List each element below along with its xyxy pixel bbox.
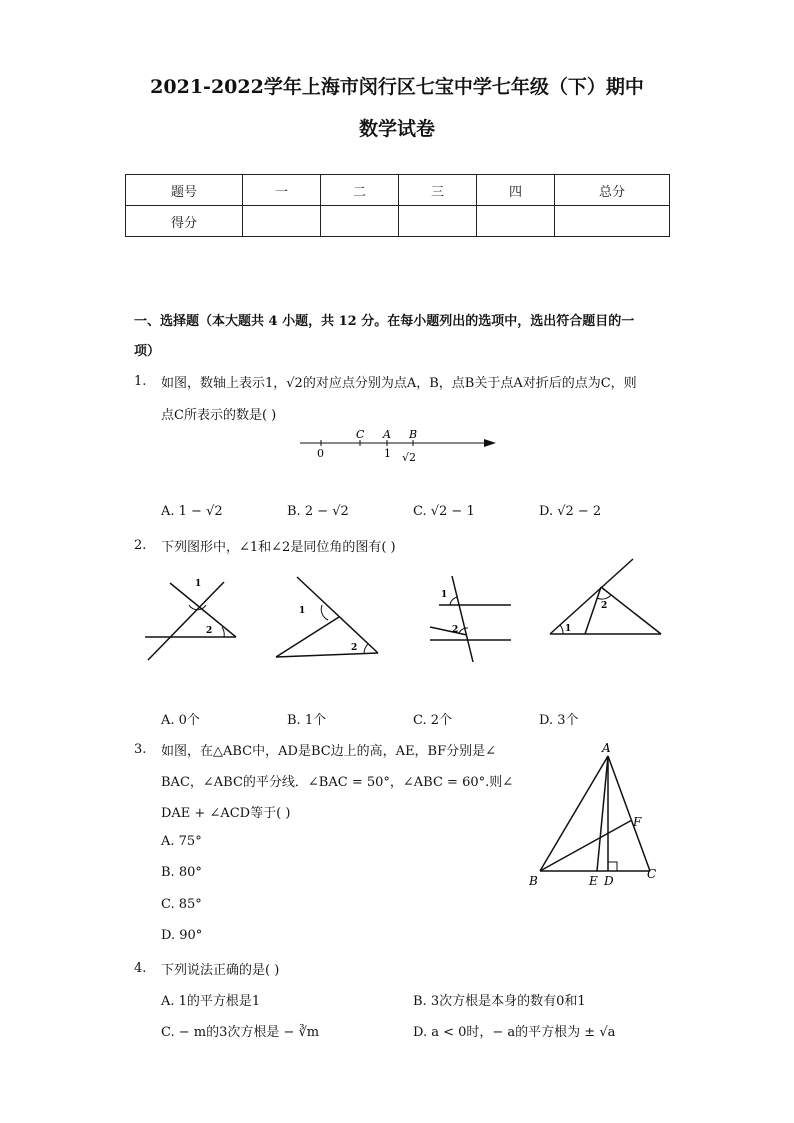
number-line-figure [290, 424, 505, 468]
score-row-label: 得分 [126, 206, 243, 237]
point-label-a: A [383, 428, 391, 441]
score-cell [555, 206, 670, 237]
figure-line [452, 576, 473, 662]
score-cell [321, 206, 399, 237]
option-d[interactable]: D. 90° [161, 928, 203, 943]
triangle-figure [522, 738, 670, 890]
side-ab [540, 756, 608, 871]
vertex-label-b: B [529, 874, 538, 888]
question-text-cont: 点C所表示的数是( ) [161, 408, 277, 423]
option-b[interactable]: B. 3次方根是本身的数有0和1 [413, 994, 586, 1009]
score-table [125, 174, 670, 237]
question-number: 4. [134, 961, 147, 976]
question-number: 2. [134, 538, 147, 553]
score-header-cell: 一 [243, 175, 321, 206]
angle-label-2: 2 [452, 625, 459, 635]
number-line-arrow [484, 439, 496, 447]
point-label-b: B [409, 428, 418, 441]
vertex-label-c: C [647, 867, 657, 881]
figure-line [430, 627, 467, 635]
angle-label-1: 1 [565, 624, 572, 634]
option-a[interactable]: A. 75° [161, 834, 202, 849]
figure-line [170, 583, 236, 637]
page-subtitle: 数学试卷 [358, 118, 435, 140]
question-number: 1. [134, 374, 147, 389]
page-title: 2021-2022学年上海市闵行区七宝中学七年级（下）期中 [150, 76, 644, 98]
score-cell [243, 206, 321, 237]
angle-arc [364, 644, 368, 654]
figure-line [297, 577, 378, 653]
question-text-cont: DAE + ∠ACD等于( ) [161, 806, 291, 821]
figure-line [276, 617, 339, 657]
figure-line [585, 587, 601, 634]
question-text: 下列图形中，∠1和∠2是同位角的图有( ) [161, 540, 396, 555]
score-cell [399, 206, 477, 237]
tick-label-sqrt2: √2 [402, 451, 417, 464]
question-number: 3. [134, 742, 147, 757]
tick-label-1: 1 [384, 447, 391, 460]
question-text: 如图，在△ABC中，AD是BC边上的高，AE，BF分别是∠ [161, 744, 497, 759]
figure-line [550, 559, 633, 634]
angle-arc [597, 595, 611, 599]
angle-arc [560, 625, 563, 634]
section-heading-cont: 项） [134, 344, 161, 359]
tick-label-0: 0 [317, 447, 324, 460]
score-header-cell: 三 [399, 175, 477, 206]
option-c[interactable]: C. 85° [161, 897, 202, 912]
angle-label-1: 1 [441, 590, 448, 600]
angle-label-1: 1 [195, 579, 202, 589]
angle-arc [222, 627, 224, 637]
option-d[interactable]: D. a < 0时，− a的平方根为 ± √a [413, 1025, 616, 1040]
option-b[interactable]: B. 80° [161, 865, 202, 880]
option-a[interactable]: A. 1 − √2 [161, 504, 223, 519]
figure-line [276, 653, 378, 657]
angle-figure-1 [140, 574, 245, 664]
score-cell [477, 206, 555, 237]
side-ac [608, 756, 650, 871]
vertex-label-a: A [602, 741, 611, 755]
figure-line [601, 587, 661, 634]
angle-label-2: 2 [206, 626, 213, 636]
option-d[interactable]: D. √2 − 2 [539, 504, 602, 519]
score-header-cell: 题号 [126, 175, 243, 206]
angle-label-1: 1 [299, 606, 306, 616]
figure-line [148, 582, 224, 660]
option-c[interactable]: C. − m的3次方根是 − ∛m [161, 1025, 320, 1040]
bisector-bf [540, 820, 632, 871]
angle-label-2: 2 [601, 601, 608, 611]
score-header-cell: 总分 [555, 175, 670, 206]
question-text: 如图，数轴上表示1，√2的对应点分别为点A，B，点B关于点A对折后的点为C，则 [161, 376, 637, 391]
question-text-cont: BAC，∠ABC的平分线．∠BAC = 50°，∠ABC = 60°.则∠ [161, 775, 514, 790]
option-c[interactable]: C. √2 − 1 [413, 504, 475, 519]
angle-arc [459, 628, 468, 633]
option-a[interactable]: A. 1的平方根是1 [161, 994, 261, 1009]
point-label-d: D [604, 874, 614, 888]
point-label-f: F [633, 815, 642, 829]
score-header-cell: 四 [477, 175, 555, 206]
right-angle-mark [608, 862, 617, 871]
angle-figure-3 [420, 570, 520, 666]
question-text: 下列说法正确的是( ) [161, 963, 280, 978]
option-d[interactable]: D. 3个 [539, 713, 579, 728]
option-b[interactable]: B. 1个 [287, 713, 327, 728]
score-header-cell: 二 [321, 175, 399, 206]
section-heading: 一、选择题（本大题共 4 小题，共 12 分。在每小题列出的选项中，选出符合题目的一 [134, 314, 635, 329]
point-label-c: C [356, 428, 365, 441]
angle-figure-2 [268, 574, 383, 664]
angle-label-2: 2 [351, 643, 358, 653]
option-c[interactable]: C. 2个 [413, 713, 453, 728]
angle-arc [321, 605, 328, 620]
option-a[interactable]: A. 0个 [161, 713, 200, 728]
score-table-score-row [126, 206, 670, 237]
point-label-e: E [589, 874, 598, 888]
option-b[interactable]: B. 2 − √2 [287, 504, 349, 519]
score-table-header-row [126, 175, 670, 206]
angle-figure-4 [545, 556, 670, 640]
